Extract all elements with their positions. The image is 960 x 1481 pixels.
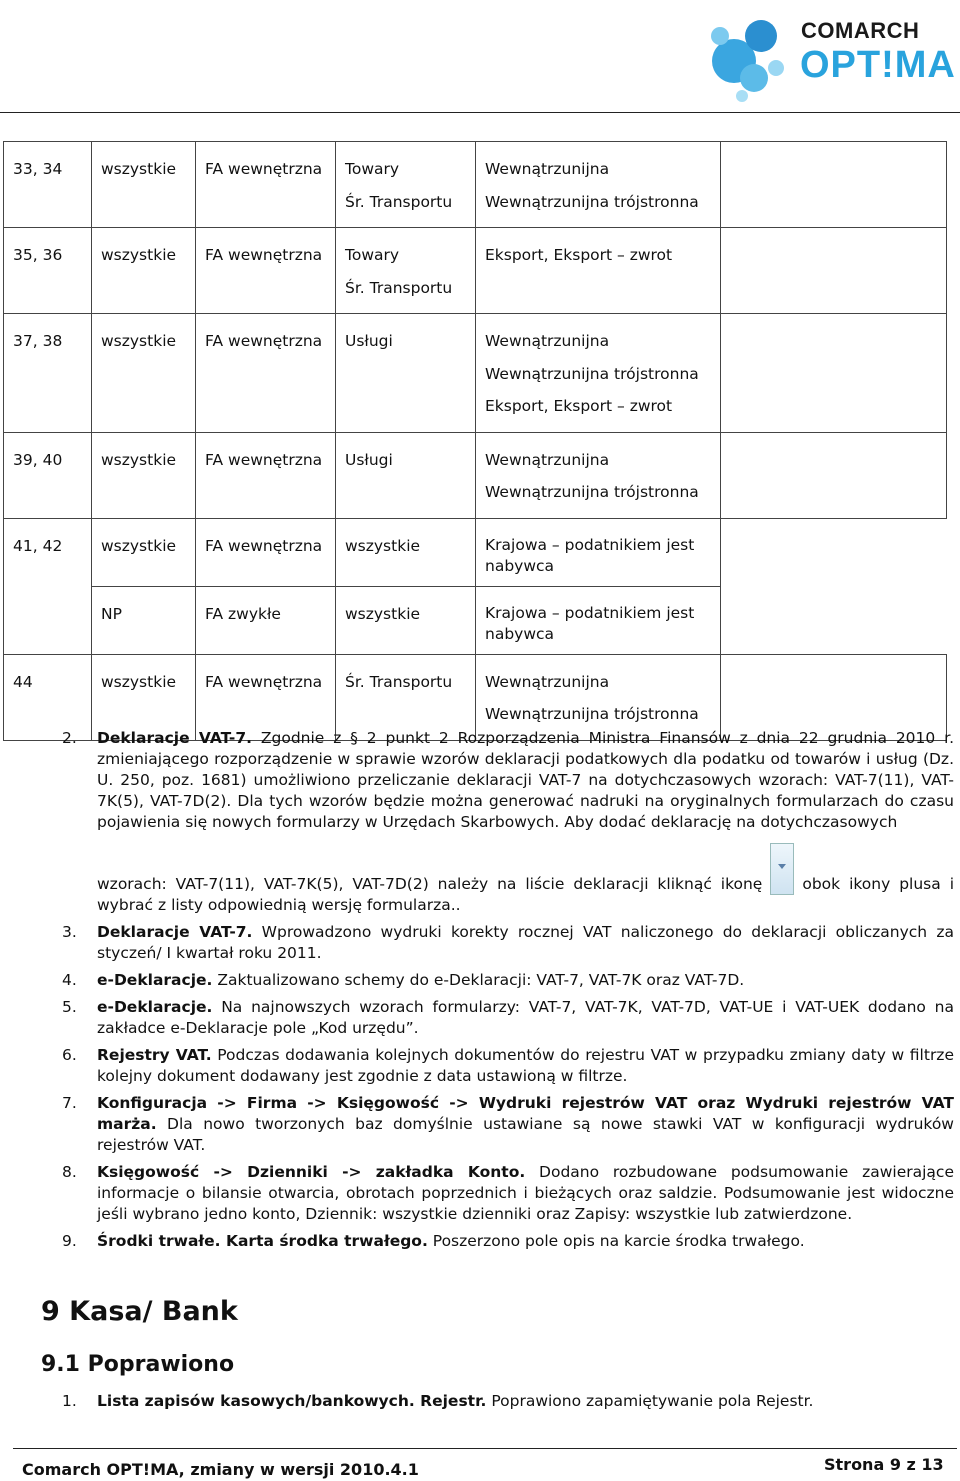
changes-list [0, 728, 960, 1258]
table-cell [476, 142, 721, 228]
table-cell-empty [721, 586, 947, 654]
table-cell: FA wewnętrzna [196, 142, 336, 228]
list-number: 5. [62, 998, 77, 1016]
cell-line: Wewnątrzunijna [485, 450, 610, 469]
table-cell: NP [92, 586, 196, 654]
cell-line: Towary [345, 246, 400, 264]
table-row [4, 432, 947, 518]
list-item [0, 922, 960, 964]
logo-optima-text: OPT!MA [800, 44, 956, 86]
table-cell [476, 314, 721, 433]
comarch-optima-logo [706, 6, 956, 106]
table-cell [336, 314, 476, 433]
table-cell: 35, 36 [4, 228, 92, 314]
vat-mapping-table [3, 141, 947, 741]
list-item-text: Zgodnie z § 2 punkt 2 Rozporządzenia Ministra Finansów z dnia 22 grudnia 2010 r. zmieniającego rozporządzenie w sprawie wzorów deklaracji podatkowych dla podatku od towarów i usług (Dz. U. 250, poz. 1681) umożliwiono przeliczanie deklaracji VAT-7 na dotychczasowych wzorach: VAT-7(11), VAT-7K(5), VAT-7D(2). Dla tych wzorów będzie można generować nadruki na oryginalnych formularzach do czasu pojawienia się nowych formularzy w Urzędach Skarbowych. Aby dodać deklarację na dotychczasowych [97, 729, 954, 831]
cell-line: Wewnątrzunijna [485, 160, 610, 178]
cell-line: wszystkie [345, 536, 421, 555]
table-row [4, 228, 947, 314]
table-cell [336, 432, 476, 518]
cell-line: Wewnątrzunijna trójstronna [485, 483, 699, 501]
list-item-title: e-Deklaracje. [97, 998, 213, 1016]
table-cell: 37, 38 [4, 314, 92, 433]
cell-line: Wewnątrzunijna [485, 672, 610, 691]
table-cell [4, 586, 92, 654]
list-item-text-continued-2: obok ikony plusa i wybrać z listy odpowiednią wersję formularza.. [97, 875, 955, 914]
cell-line: Śr. Transportu [345, 192, 453, 211]
list-item [0, 1045, 960, 1087]
list-item-text: Dla nowo tworzonych baz domyślnie ustawiane są nowe stawki VAT w konfiguracji wydruków rejestrów VAT. [97, 1115, 954, 1154]
list-item-text: Wprowadzono wydruki korekty rocznej VAT naliczonego do deklaracji obliczanych za styczeń/ I kwartał roku 2011. [97, 923, 954, 962]
list-item-text: Poszerzono pole opis na karcie środka trwałego. [427, 1232, 805, 1250]
table-cell: FA wewnętrzna [196, 654, 336, 740]
cell-line: Wewnątrzunijna trójstronna [485, 192, 699, 211]
list-number: 6. [62, 1046, 77, 1064]
table-cell [476, 228, 721, 314]
list-item-title: Deklaracje VAT-7. [97, 923, 253, 941]
table-cell: wszystkie [92, 228, 196, 314]
table-cell: 44 [4, 654, 92, 740]
list-item-text: Poprawiono zapamiętywanie pola Rejestr. [486, 1392, 814, 1410]
section-heading: 9 Kasa/ Bank [41, 1296, 238, 1327]
list-item [0, 1093, 960, 1156]
cell-line: Usługi [345, 450, 393, 469]
list-item [0, 1231, 960, 1252]
table-cell [476, 586, 721, 654]
table-row [4, 586, 947, 654]
table-cell [476, 432, 721, 518]
table-cell: FA wewnętrzna [196, 432, 336, 518]
cell-line: Krajowa – podatnikiem jest nabywca [485, 535, 695, 575]
table-row [4, 518, 947, 586]
list-item-text: Podczas dodawania kolejnych dokumentów do rejestru VAT w przypadku zmiany daty w filtrze kolejny dokument dodawany jest zgodnie z data ustawioną w filtrze. [97, 1046, 954, 1085]
subsection-heading: 9.1 Poprawiono [41, 1352, 235, 1377]
list-item [0, 728, 960, 916]
table-cell: wszystkie [92, 314, 196, 433]
list-item-title: Środki trwałe. Karta środka trwałego. [97, 1232, 428, 1250]
list-number: 1. [62, 1392, 77, 1410]
table-cell [336, 142, 476, 228]
table-cell: wszystkie [92, 142, 196, 228]
list-item-title: Księgowość -> Dzienniki -> zakładka Konto. [97, 1163, 526, 1181]
list-number: 2. [62, 729, 77, 747]
cell-line: Wewnątrzunijna [485, 332, 610, 350]
logo-bubbles-icon [706, 6, 806, 106]
list-number: 3. [62, 923, 77, 941]
table-cell: FA wewnętrzna [196, 228, 336, 314]
cell-line: wszystkie [345, 604, 421, 623]
footer-rule [13, 1448, 957, 1449]
dropdown-arrow-icon [770, 843, 794, 895]
cell-line: Wewnątrzunijna trójstronna [485, 705, 699, 723]
list-item-text: Dodano rozbudowane podsumowanie zawierające informacje o bilansie otwarcia, obrotach poprzednich i bieżących oraz saldzie. Podsumowanie jest widoczne jeśli wybrano jedno konto, Dziennik: wszystkie dzienniki oraz Zapisy: wszystkie lub zatwierdzone. [97, 1163, 954, 1223]
table-cell [336, 518, 476, 586]
table-cell-empty [721, 432, 947, 518]
table-cell: wszystkie [92, 518, 196, 586]
list-item-title: Rejestry VAT. [97, 1046, 212, 1064]
table-cell: wszystkie [92, 432, 196, 518]
table-cell-empty [721, 518, 947, 586]
cell-line: Śr. Transportu [345, 672, 453, 691]
table-cell: FA zwykłe [196, 586, 336, 654]
table-cell: FA wewnętrzna [196, 518, 336, 586]
list-number: 4. [62, 971, 77, 989]
table-cell: 33, 34 [4, 142, 92, 228]
table-row [4, 142, 947, 228]
cell-line: Usługi [345, 332, 393, 350]
list-item [0, 1162, 960, 1225]
cell-line: Eksport, Eksport – zwrot [485, 246, 673, 264]
table-cell [336, 228, 476, 314]
table-cell: 41, 42 [4, 518, 92, 586]
table-row [4, 314, 947, 433]
logo-comarch-text: COMARCH [801, 18, 920, 43]
list-item-text: Zaktualizowano schemy do e-Deklaracji: VAT-7, VAT-7K oraz VAT-7D. [212, 971, 745, 989]
list-item-title: Deklaracje VAT-7. [97, 729, 253, 747]
footer-page-number: Strona 9 z 13 [824, 1455, 944, 1474]
table-cell-empty [721, 314, 947, 433]
list-item-title: Lista zapisów kasowych/bankowych. Rejestr. [97, 1392, 487, 1410]
table-cell-empty [721, 142, 947, 228]
list-number: 9. [62, 1232, 77, 1250]
cell-line: Krajowa – podatnikiem jest nabywca [485, 603, 695, 643]
list-item-text-continued: wzorach: VAT-7(11), VAT-7K(5), VAT-7D(2) należy na liście deklaracji kliknąć ikonę [97, 875, 763, 893]
table-cell-empty [721, 228, 947, 314]
list-number: 7. [62, 1094, 77, 1112]
table-cell [336, 586, 476, 654]
list-item [0, 997, 960, 1039]
table-cell: wszystkie [92, 654, 196, 740]
cell-line: Towary [345, 160, 400, 178]
list-item [0, 1391, 960, 1412]
cell-line: Śr. Transportu [345, 278, 453, 297]
list-item-title: Konfiguracja -> Firma -> Księgowość -> Wydruki rejestrów VAT oraz Wydruki rejestrów VAT marża. [97, 1094, 954, 1133]
footer-document-title: Comarch OPT!MA, zmiany w wersji 2010.4.1 [22, 1460, 419, 1479]
list-item-text: Na najnowszych wzorach formularzy: VAT-7, VAT-7K, VAT-7D, VAT-UE i VAT-UEK dodano na zakładce e-Deklaracje pole „Kod urzędu”. [97, 998, 954, 1037]
list-item-title: e-Deklaracje. [97, 971, 213, 989]
cell-line: Wewnątrzunijna trójstronna [485, 364, 699, 383]
table-cell: FA wewnętrzna [196, 314, 336, 433]
cell-line: Eksport, Eksport – zwrot [485, 397, 673, 415]
header-rule [0, 112, 960, 113]
table-cell: 39, 40 [4, 432, 92, 518]
fixes-list [0, 1391, 960, 1418]
table-cell [476, 518, 721, 586]
list-item [0, 970, 960, 991]
list-number: 8. [62, 1163, 77, 1181]
